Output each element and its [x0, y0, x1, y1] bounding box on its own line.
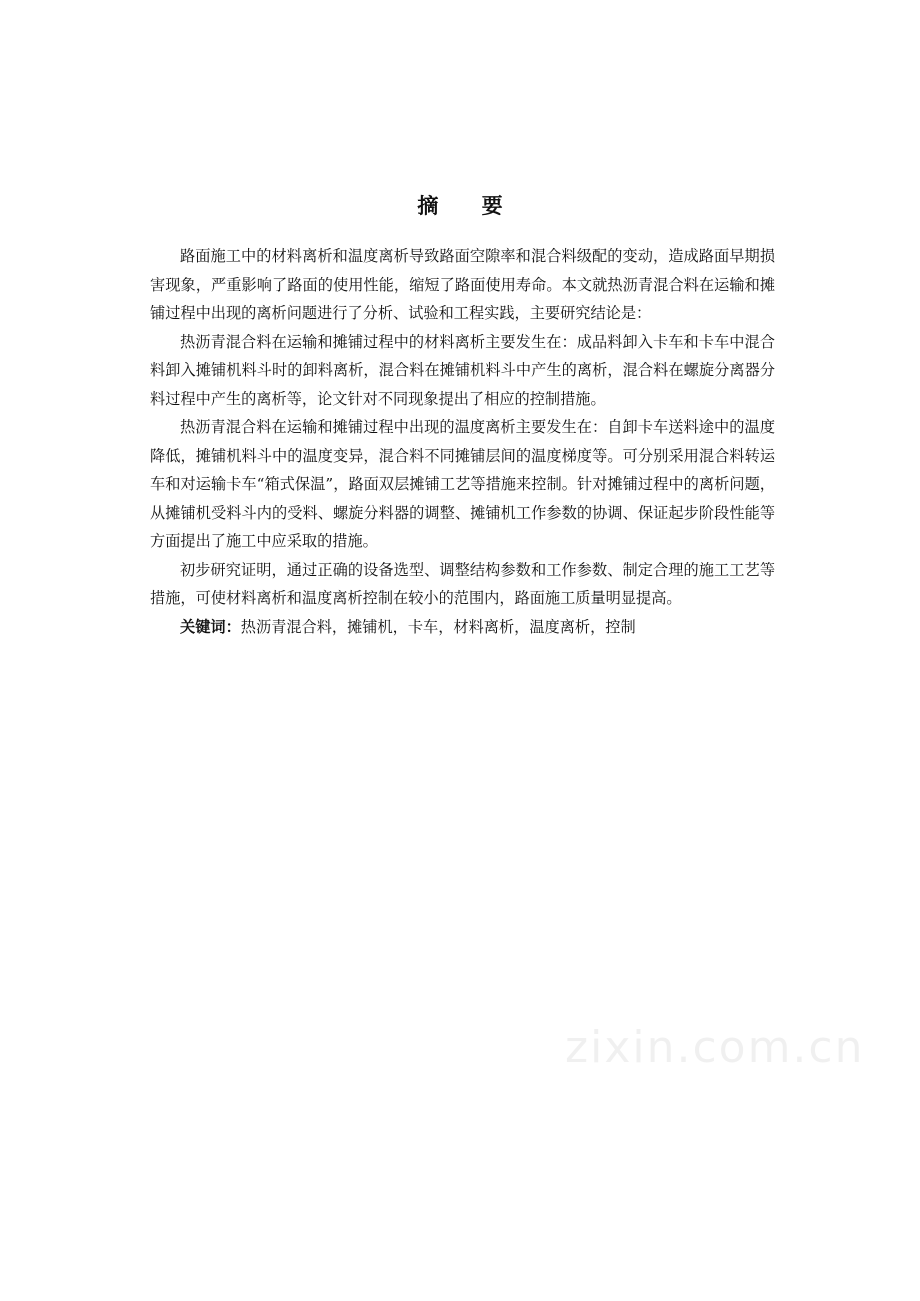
watermark: zixin.com.cn — [565, 1022, 865, 1073]
abstract-title: 摘 要 — [417, 194, 521, 218]
abstract-paragraph-2: 热沥青混合料在运输和摊铺过程中的材料离析主要发生在：成品料卸入卡车和卡车中混合料卸入摊铺机料斗时的卸料离析，混合料在摊铺机料斗中产生的离析，混合料在螺旋分离器分料过程中产生的离析等，论文针对不同现象提出了相应的控制措施。 — [150, 332, 775, 408]
keywords-label: 关键词： — [180, 617, 241, 636]
keywords-text: 热沥青混合料，摊铺机，卡车，材料离析，温度离析，控制 — [240, 617, 636, 636]
keywords-line — [150, 613, 775, 642]
abstract-body — [150, 242, 775, 641]
abstract-paragraph-1: 路面施工中的材料离析和温度离析导致路面空隙率和混合料级配的变动，造成路面早期损害现象，严重影响了路面的使用性能，缩短了路面使用寿命。本文就热沥青混合料在运输和摊铺过程中出现的离析问题进行了分析、试验和工程实践，主要研究结论是： — [150, 247, 775, 322]
abstract-paragraph-4: 初步研究证明，通过正确的设备选型、调整结构参数和工作参数、制定合理的施工工艺等措施，可使材料离析和温度离析控制在较小的范围内，路面施工质量明显提高。 — [150, 560, 775, 607]
abstract-paragraph-3: 热沥青混合料在运输和摊铺过程中出现的温度离析主要发生在：自卸卡车送料途中的温度降低，摊铺机料斗中的温度变异，混合料不同摊铺层间的温度梯度等。可分别采用混合料转运车和对运输卡车“箱式保温”，路面双层摊铺工艺等措施来控制。针对摊铺过程中的离析问题，从摊铺机受料斗内的受料、螺旋分料器的调整、摊铺机工作参数的协调、保证起步阶段性能等方面提出了施工中应采取的措施。 — [150, 418, 775, 550]
